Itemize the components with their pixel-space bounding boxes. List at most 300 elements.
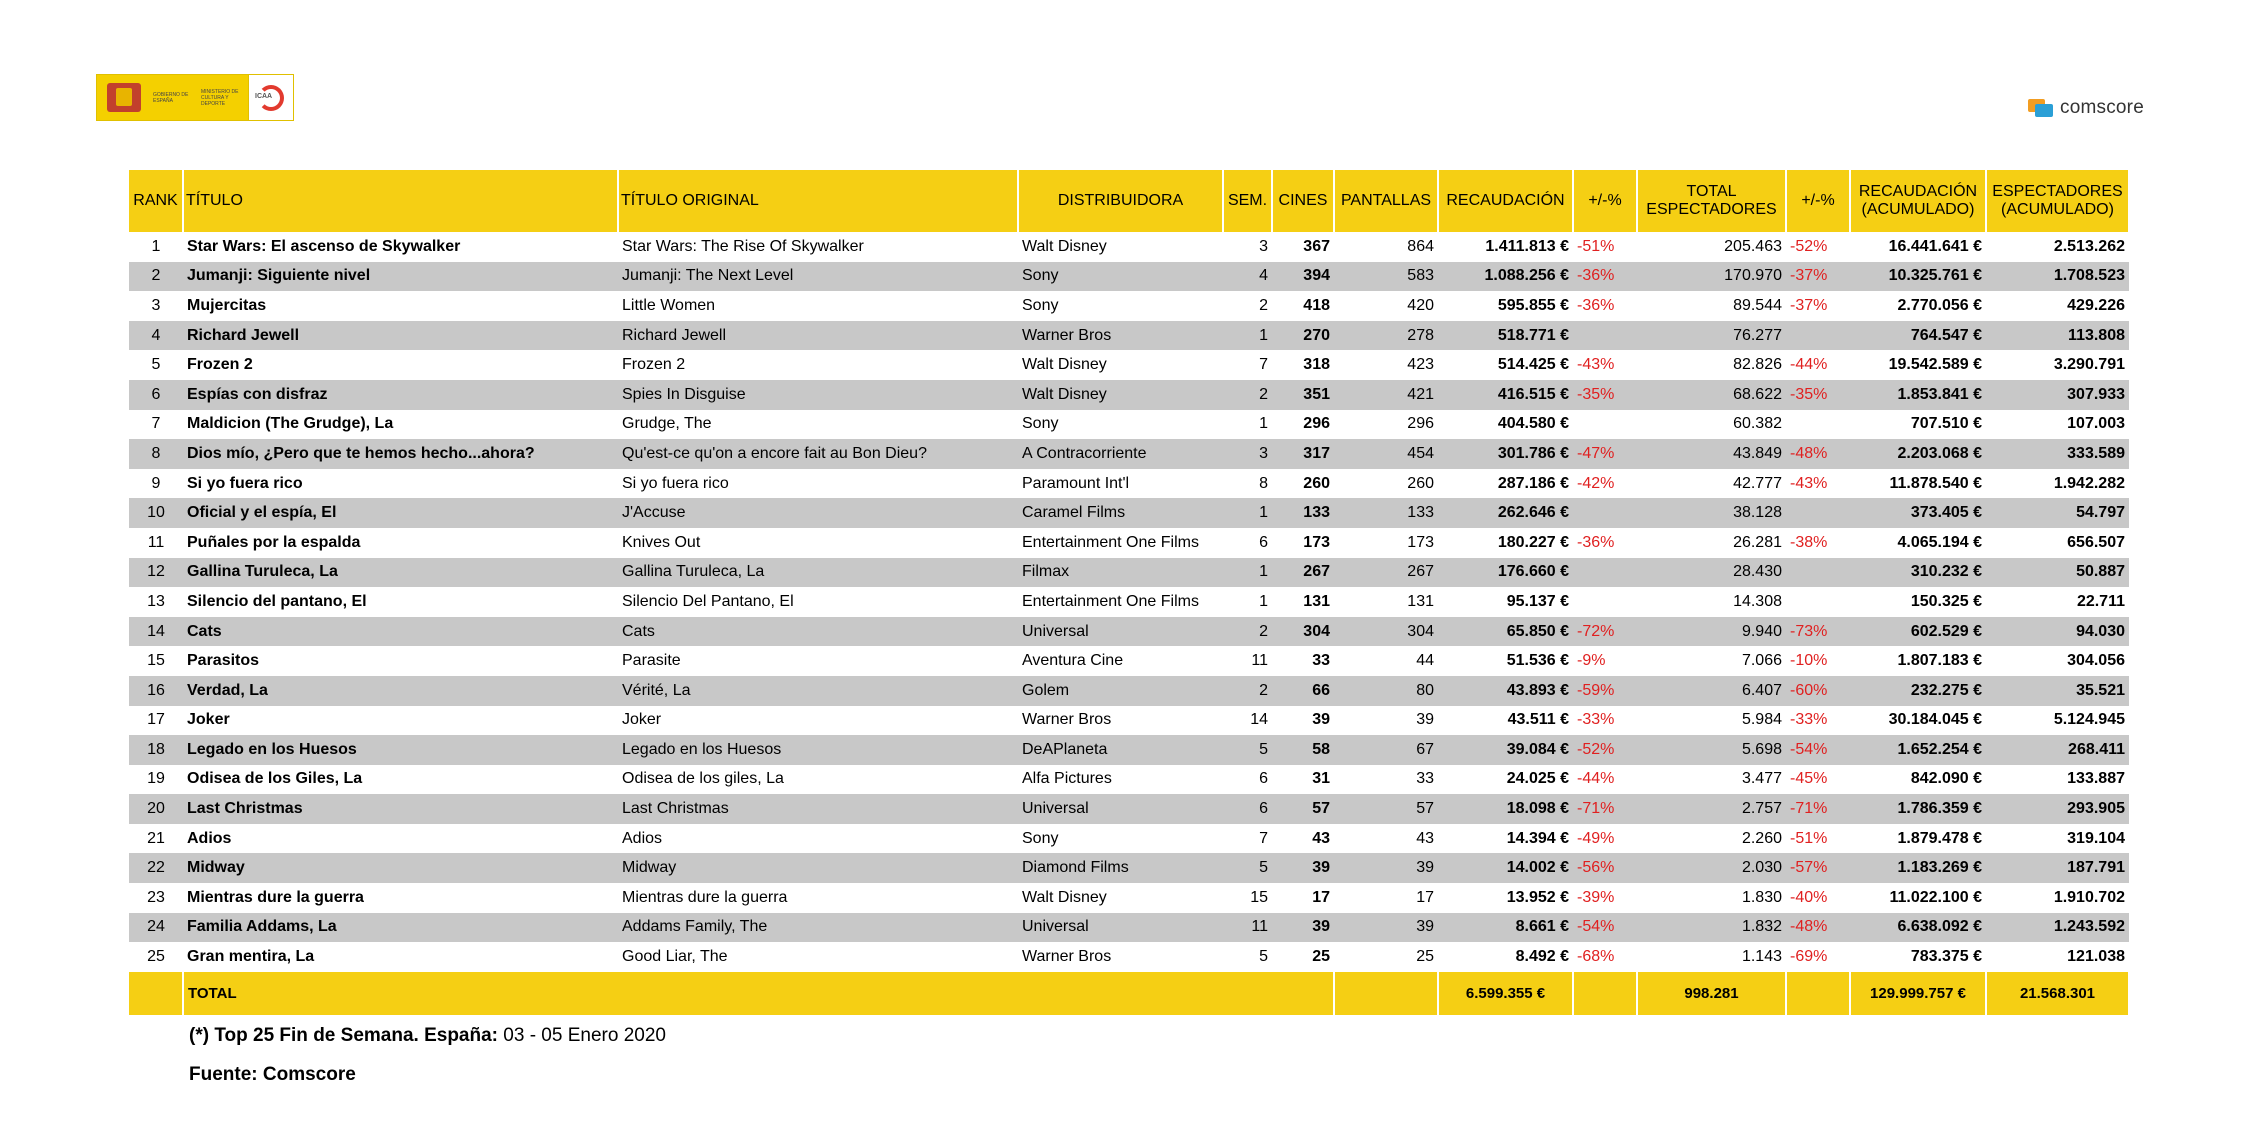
cell-rank: 16	[129, 676, 183, 706]
table-row	[129, 913, 2129, 943]
table-row	[129, 350, 2129, 380]
cell-var-espectadores: -48%	[1786, 913, 1850, 943]
table-row	[129, 587, 2129, 617]
table-row	[129, 646, 2129, 676]
table-row	[129, 498, 2129, 528]
icaa-logo	[248, 75, 293, 120]
cell-titulo: Parasitos	[183, 646, 618, 676]
cell-titulo: Frozen 2	[183, 350, 618, 380]
cell-cines: 270	[1272, 321, 1334, 351]
cell-sem: 7	[1223, 824, 1272, 854]
cell-cines: 133	[1272, 498, 1334, 528]
cell-recaudacion: 176.660 €	[1438, 558, 1573, 588]
cell-espectadores-acumulado: 1.243.592	[1986, 913, 2129, 943]
cell-var-espectadores	[1786, 321, 1850, 351]
cell-cines: 39	[1272, 706, 1334, 736]
cell-cines: 17	[1272, 883, 1334, 913]
cell-titulo-original: Gallina Turuleca, La	[618, 558, 1018, 588]
cell-titulo-original: Si yo fuera rico	[618, 469, 1018, 499]
cell-titulo: Gran mentira, La	[183, 942, 618, 972]
cell-espectadores: 7.066	[1637, 646, 1786, 676]
table-row	[129, 558, 2129, 588]
cell-recaudacion-acumulado: 1.853.841 €	[1850, 380, 1986, 410]
cell-espectadores-acumulado: 107.003	[1986, 410, 2129, 440]
col-sem: SEM.	[1223, 170, 1272, 232]
cell-espectadores-acumulado: 5.124.945	[1986, 706, 2129, 736]
cell-distribuidora: Walt Disney	[1018, 380, 1223, 410]
cell-var-recaudacion: -71%	[1573, 794, 1637, 824]
cell-titulo: Puñales por la espalda	[183, 528, 618, 558]
cell-titulo-original: Odisea de los giles, La	[618, 765, 1018, 795]
cell-espectadores-acumulado: 54.797	[1986, 498, 2129, 528]
cell-espectadores-acumulado: 22.711	[1986, 587, 2129, 617]
col-pantallas: PANTALLAS	[1334, 170, 1438, 232]
cell-sem: 11	[1223, 646, 1272, 676]
cell-rank: 18	[129, 735, 183, 765]
cell-titulo-original: Good Liar, The	[618, 942, 1018, 972]
cell-distribuidora: Caramel Films	[1018, 498, 1223, 528]
cell-var-espectadores: -33%	[1786, 706, 1850, 736]
cell-pantallas: 25	[1334, 942, 1438, 972]
cell-cines: 318	[1272, 350, 1334, 380]
cell-espectadores: 170.970	[1637, 262, 1786, 292]
cell-espectadores-acumulado: 3.290.791	[1986, 350, 2129, 380]
cell-titulo-original: Silencio Del Pantano, El	[618, 587, 1018, 617]
cell-rank: 9	[129, 469, 183, 499]
table-row	[129, 765, 2129, 795]
cell-var-espectadores	[1786, 498, 1850, 528]
cell-pantallas: 131	[1334, 587, 1438, 617]
cell-espectadores: 76.277	[1637, 321, 1786, 351]
cell-var-recaudacion: -43%	[1573, 350, 1637, 380]
cell-titulo-original: Richard Jewell	[618, 321, 1018, 351]
cell-titulo: Dios mío, ¿Pero que te hemos hecho...ahora?	[183, 439, 618, 469]
cell-rank: 3	[129, 291, 183, 321]
cell-titulo-original: J'Accuse	[618, 498, 1018, 528]
cell-recaudacion-acumulado: 2.203.068 €	[1850, 439, 1986, 469]
col-total-espectadores-line1: TOTAL	[1686, 183, 1737, 200]
cell-pantallas: 67	[1334, 735, 1438, 765]
period-note	[189, 1025, 666, 1047]
cell-rank: 10	[129, 498, 183, 528]
cell-espectadores: 43.849	[1637, 439, 1786, 469]
cell-distribuidora: Universal	[1018, 617, 1223, 647]
period-note-dates: 03 - 05 Enero 2020	[498, 1025, 666, 1046]
cell-var-recaudacion	[1573, 587, 1637, 617]
cell-var-espectadores: -38%	[1786, 528, 1850, 558]
cell-rank: 12	[129, 558, 183, 588]
cell-sem: 5	[1223, 853, 1272, 883]
cell-titulo-original: Star Wars: The Rise Of Skywalker	[618, 232, 1018, 262]
cell-sem: 14	[1223, 706, 1272, 736]
cell-distribuidora: Aventura Cine	[1018, 646, 1223, 676]
cell-espectadores: 3.477	[1637, 765, 1786, 795]
cell-rank: 1	[129, 232, 183, 262]
cell-cines: 296	[1272, 410, 1334, 440]
cell-distribuidora: Sony	[1018, 262, 1223, 292]
cell-titulo-original: Vérité, La	[618, 676, 1018, 706]
col-recaudacion-acumulado	[1850, 170, 1986, 232]
cell-var-recaudacion: -39%	[1573, 883, 1637, 913]
cell-cines: 39	[1272, 913, 1334, 943]
cell-sem: 2	[1223, 617, 1272, 647]
cell-recaudacion: 180.227 €	[1438, 528, 1573, 558]
cell-var-espectadores: -73%	[1786, 617, 1850, 647]
cell-recaudacion-acumulado: 1.183.269 €	[1850, 853, 1986, 883]
source-note: Fuente: Comscore	[189, 1064, 356, 1085]
cell-recaudacion: 51.536 €	[1438, 646, 1573, 676]
cell-rank: 21	[129, 824, 183, 854]
cell-cines: 58	[1272, 735, 1334, 765]
cell-pantallas: 33	[1334, 765, 1438, 795]
cell-titulo: Jumanji: Siguiente nivel	[183, 262, 618, 292]
cell-titulo: Gallina Turuleca, La	[183, 558, 618, 588]
cell-pantallas: 454	[1334, 439, 1438, 469]
comscore-wordmark: comscore	[2060, 97, 2144, 118]
cell-espectadores-acumulado: 1.910.702	[1986, 883, 2129, 913]
total-label: TOTAL	[183, 972, 1334, 1015]
cell-titulo-original: Jumanji: The Next Level	[618, 262, 1018, 292]
cell-espectadores: 2.030	[1637, 853, 1786, 883]
cell-distribuidora: Entertainment One Films	[1018, 587, 1223, 617]
cell-espectadores-acumulado: 656.507	[1986, 528, 2129, 558]
cell-sem: 1	[1223, 498, 1272, 528]
cell-titulo: Espías con disfraz	[183, 380, 618, 410]
table-row	[129, 853, 2129, 883]
box-office-table	[129, 170, 2130, 1015]
cell-cines: 33	[1272, 646, 1334, 676]
cell-distribuidora: Entertainment One Films	[1018, 528, 1223, 558]
cell-var-recaudacion	[1573, 498, 1637, 528]
cell-titulo: Odisea de los Giles, La	[183, 765, 618, 795]
cell-recaudacion: 287.186 €	[1438, 469, 1573, 499]
cell-pantallas: 44	[1334, 646, 1438, 676]
ministerio-label: MINISTERIO DE CULTURA Y DEPORTE	[201, 88, 239, 107]
cell-var-recaudacion	[1573, 558, 1637, 588]
table-row	[129, 380, 2129, 410]
cell-espectadores-acumulado: 304.056	[1986, 646, 2129, 676]
cell-var-espectadores: -69%	[1786, 942, 1850, 972]
cell-espectadores-acumulado: 35.521	[1986, 676, 2129, 706]
cell-sem: 1	[1223, 558, 1272, 588]
cell-espectadores-acumulado: 121.038	[1986, 942, 2129, 972]
cell-recaudacion: 13.952 €	[1438, 883, 1573, 913]
cell-recaudacion: 39.084 €	[1438, 735, 1573, 765]
cell-cines: 43	[1272, 824, 1334, 854]
cell-sem: 6	[1223, 794, 1272, 824]
cell-pantallas: 17	[1334, 883, 1438, 913]
cell-espectadores: 26.281	[1637, 528, 1786, 558]
cell-rank: 6	[129, 380, 183, 410]
cell-recaudacion: 416.515 €	[1438, 380, 1573, 410]
cell-recaudacion-acumulado: 2.770.056 €	[1850, 291, 1986, 321]
cell-sem: 7	[1223, 350, 1272, 380]
cell-titulo: Silencio del pantano, El	[183, 587, 618, 617]
cell-sem: 3	[1223, 439, 1272, 469]
cell-recaudacion: 518.771 €	[1438, 321, 1573, 351]
cell-espectadores-acumulado: 50.887	[1986, 558, 2129, 588]
cell-cines: 66	[1272, 676, 1334, 706]
cell-distribuidora: Golem	[1018, 676, 1223, 706]
col-total-espectadores-line2: ESPECTADORES	[1646, 201, 1777, 218]
cell-sem: 2	[1223, 291, 1272, 321]
cell-recaudacion-acumulado: 232.275 €	[1850, 676, 1986, 706]
cell-titulo: Mientras dure la guerra	[183, 883, 618, 913]
total-empty-var2	[1786, 972, 1850, 1015]
cell-recaudacion-acumulado: 4.065.194 €	[1850, 528, 1986, 558]
cell-titulo: Si yo fuera rico	[183, 469, 618, 499]
total-espectadores: 998.281	[1637, 972, 1786, 1015]
cell-rank: 4	[129, 321, 183, 351]
ministerio-cultura-logo	[96, 74, 294, 121]
cell-rank: 11	[129, 528, 183, 558]
table-row	[129, 232, 2129, 262]
cell-sem: 1	[1223, 410, 1272, 440]
cell-var-recaudacion: -44%	[1573, 765, 1637, 795]
cell-espectadores-acumulado: 1.942.282	[1986, 469, 2129, 499]
cell-distribuidora: Walt Disney	[1018, 883, 1223, 913]
cell-var-espectadores: -52%	[1786, 232, 1850, 262]
cell-espectadores-acumulado: 293.905	[1986, 794, 2129, 824]
table-row	[129, 735, 2129, 765]
cell-rank: 24	[129, 913, 183, 943]
cell-titulo-original: Adios	[618, 824, 1018, 854]
cell-var-espectadores	[1786, 587, 1850, 617]
cell-titulo: Verdad, La	[183, 676, 618, 706]
cell-titulo-original: Cats	[618, 617, 1018, 647]
cell-espectadores-acumulado: 2.513.262	[1986, 232, 2129, 262]
table-row	[129, 528, 2129, 558]
cell-var-espectadores	[1786, 558, 1850, 588]
cell-pantallas: 864	[1334, 232, 1438, 262]
cell-recaudacion: 1.088.256 €	[1438, 262, 1573, 292]
cell-titulo-original: Mientras dure la guerra	[618, 883, 1018, 913]
cell-recaudacion-acumulado: 19.542.589 €	[1850, 350, 1986, 380]
cell-espectadores-acumulado: 113.808	[1986, 321, 2129, 351]
col-titulo: TÍTULO	[183, 170, 618, 232]
table-row	[129, 291, 2129, 321]
cell-sem: 2	[1223, 676, 1272, 706]
cell-espectadores-acumulado: 429.226	[1986, 291, 2129, 321]
cell-sem: 1	[1223, 321, 1272, 351]
cell-distribuidora: Sony	[1018, 291, 1223, 321]
cell-distribuidora: Filmax	[1018, 558, 1223, 588]
cell-titulo: Legado en los Huesos	[183, 735, 618, 765]
cell-recaudacion-acumulado: 602.529 €	[1850, 617, 1986, 647]
cell-distribuidora: DeAPlaneta	[1018, 735, 1223, 765]
cell-sem: 5	[1223, 942, 1272, 972]
cell-titulo-original: Qu'est-ce qu'on a encore fait au Bon Dieu?	[618, 439, 1018, 469]
col-cines: CINES	[1272, 170, 1334, 232]
cell-recaudacion: 404.580 €	[1438, 410, 1573, 440]
cell-espectadores: 6.407	[1637, 676, 1786, 706]
cell-pantallas: 39	[1334, 706, 1438, 736]
cell-titulo: Mujercitas	[183, 291, 618, 321]
table-row	[129, 676, 2129, 706]
cell-titulo-original: Grudge, The	[618, 410, 1018, 440]
cell-recaudacion: 14.002 €	[1438, 853, 1573, 883]
cell-recaudacion-acumulado: 1.786.359 €	[1850, 794, 1986, 824]
cell-distribuidora: Sony	[1018, 410, 1223, 440]
cell-recaudacion: 65.850 €	[1438, 617, 1573, 647]
cell-recaudacion: 1.411.813 €	[1438, 232, 1573, 262]
table-row	[129, 469, 2129, 499]
cell-cines: 367	[1272, 232, 1334, 262]
col-var-recaudacion: +/-%	[1573, 170, 1637, 232]
cell-recaudacion: 14.394 €	[1438, 824, 1573, 854]
cell-rank: 23	[129, 883, 183, 913]
cell-pantallas: 133	[1334, 498, 1438, 528]
cell-titulo-original: Spies In Disguise	[618, 380, 1018, 410]
table-row	[129, 824, 2129, 854]
total-recaudacion-acumulado: 129.999.757 €	[1850, 972, 1986, 1015]
cell-recaudacion: 8.492 €	[1438, 942, 1573, 972]
cell-titulo: Adios	[183, 824, 618, 854]
cell-pantallas: 43	[1334, 824, 1438, 854]
col-espectadores-acumulado	[1986, 170, 2129, 232]
table-header-row	[129, 170, 2129, 232]
cell-cines: 57	[1272, 794, 1334, 824]
cell-rank: 13	[129, 587, 183, 617]
cell-titulo-original: Joker	[618, 706, 1018, 736]
cell-recaudacion-acumulado: 707.510 €	[1850, 410, 1986, 440]
col-esp-acum-line2: (ACUMULADO)	[2001, 201, 2114, 218]
cell-var-espectadores: -54%	[1786, 735, 1850, 765]
cell-pantallas: 420	[1334, 291, 1438, 321]
cell-var-espectadores: -44%	[1786, 350, 1850, 380]
cell-recaudacion-acumulado: 11.878.540 €	[1850, 469, 1986, 499]
cell-pantallas: 267	[1334, 558, 1438, 588]
cell-titulo: Familia Addams, La	[183, 913, 618, 943]
cell-var-espectadores: -51%	[1786, 824, 1850, 854]
cell-cines: 260	[1272, 469, 1334, 499]
cell-espectadores: 28.430	[1637, 558, 1786, 588]
cell-rank: 8	[129, 439, 183, 469]
cell-cines: 173	[1272, 528, 1334, 558]
total-espectadores-acumulado: 21.568.301	[1986, 972, 2129, 1015]
cell-titulo-original: Little Women	[618, 291, 1018, 321]
cell-var-recaudacion: -36%	[1573, 291, 1637, 321]
cell-espectadores: 1.830	[1637, 883, 1786, 913]
cell-titulo: Midway	[183, 853, 618, 883]
cell-cines: 39	[1272, 853, 1334, 883]
cell-espectadores: 5.984	[1637, 706, 1786, 736]
cell-titulo: Cats	[183, 617, 618, 647]
cell-var-recaudacion: -72%	[1573, 617, 1637, 647]
cell-var-recaudacion: -59%	[1573, 676, 1637, 706]
cell-rank: 15	[129, 646, 183, 676]
cell-espectadores: 14.308	[1637, 587, 1786, 617]
cell-espectadores: 42.777	[1637, 469, 1786, 499]
cell-var-recaudacion: -49%	[1573, 824, 1637, 854]
cell-titulo-original: Parasite	[618, 646, 1018, 676]
cell-sem: 15	[1223, 883, 1272, 913]
cell-rank: 20	[129, 794, 183, 824]
cell-distribuidora: Walt Disney	[1018, 350, 1223, 380]
cell-distribuidora: Alfa Pictures	[1018, 765, 1223, 795]
cell-recaudacion: 95.137 €	[1438, 587, 1573, 617]
total-recaudacion: 6.599.355 €	[1438, 972, 1573, 1015]
cell-var-recaudacion: -52%	[1573, 735, 1637, 765]
gobierno-label: GOBIERNO DE ESPAÑA	[153, 91, 189, 104]
cell-var-recaudacion: -35%	[1573, 380, 1637, 410]
table-row	[129, 794, 2129, 824]
cell-rank: 22	[129, 853, 183, 883]
cell-recaudacion-acumulado: 16.441.641 €	[1850, 232, 1986, 262]
cell-distribuidora: A Contracorriente	[1018, 439, 1223, 469]
cell-var-espectadores: -43%	[1786, 469, 1850, 499]
cell-recaudacion: 43.511 €	[1438, 706, 1573, 736]
cell-var-espectadores: -37%	[1786, 262, 1850, 292]
table-row	[129, 439, 2129, 469]
cell-titulo: Joker	[183, 706, 618, 736]
cell-var-espectadores	[1786, 410, 1850, 440]
cell-var-espectadores: -45%	[1786, 765, 1850, 795]
cell-rank: 2	[129, 262, 183, 292]
cell-espectadores: 2.757	[1637, 794, 1786, 824]
cell-distribuidora: Universal	[1018, 913, 1223, 943]
col-recaudacion: RECAUDACIÓN	[1438, 170, 1573, 232]
cell-distribuidora: Universal	[1018, 794, 1223, 824]
cell-titulo: Last Christmas	[183, 794, 618, 824]
cell-recaudacion-acumulado: 310.232 €	[1850, 558, 1986, 588]
cell-distribuidora: Walt Disney	[1018, 232, 1223, 262]
cell-recaudacion-acumulado: 764.547 €	[1850, 321, 1986, 351]
cell-rank: 19	[129, 765, 183, 795]
cell-distribuidora: Diamond Films	[1018, 853, 1223, 883]
cell-espectadores-acumulado: 268.411	[1986, 735, 2129, 765]
cell-espectadores: 2.260	[1637, 824, 1786, 854]
cell-var-recaudacion: -68%	[1573, 942, 1637, 972]
cell-sem: 4	[1223, 262, 1272, 292]
cell-sem: 5	[1223, 735, 1272, 765]
cell-pantallas: 583	[1334, 262, 1438, 292]
col-rank: RANK	[129, 170, 183, 232]
cell-espectadores: 1.143	[1637, 942, 1786, 972]
table-row	[129, 942, 2129, 972]
cell-cines: 267	[1272, 558, 1334, 588]
cell-var-espectadores: -57%	[1786, 853, 1850, 883]
cell-recaudacion: 8.661 €	[1438, 913, 1573, 943]
cell-cines: 131	[1272, 587, 1334, 617]
cell-titulo-original: Legado en los Huesos	[618, 735, 1018, 765]
comscore-mark-icon	[2028, 99, 2054, 117]
cell-cines: 394	[1272, 262, 1334, 292]
cell-pantallas: 423	[1334, 350, 1438, 380]
cell-espectadores: 38.128	[1637, 498, 1786, 528]
table-row	[129, 883, 2129, 913]
cell-var-recaudacion	[1573, 321, 1637, 351]
cell-cines: 25	[1272, 942, 1334, 972]
cell-pantallas: 39	[1334, 913, 1438, 943]
cell-espectadores-acumulado: 307.933	[1986, 380, 2129, 410]
cell-espectadores-acumulado: 1.708.523	[1986, 262, 2129, 292]
cell-var-recaudacion: -33%	[1573, 706, 1637, 736]
period-note-label: (*) Top 25 Fin de Semana. España:	[189, 1025, 498, 1046]
col-total-espectadores	[1637, 170, 1786, 232]
cell-espectadores: 82.826	[1637, 350, 1786, 380]
cell-recaudacion: 595.855 €	[1438, 291, 1573, 321]
cell-var-recaudacion: -42%	[1573, 469, 1637, 499]
cell-pantallas: 80	[1334, 676, 1438, 706]
cell-recaudacion-acumulado: 373.405 €	[1850, 498, 1986, 528]
cell-titulo-original: Midway	[618, 853, 1018, 883]
cell-recaudacion: 514.425 €	[1438, 350, 1573, 380]
cell-var-espectadores: -10%	[1786, 646, 1850, 676]
cell-espectadores: 89.544	[1637, 291, 1786, 321]
cell-titulo-original: Last Christmas	[618, 794, 1018, 824]
cell-recaudacion-acumulado: 30.184.045 €	[1850, 706, 1986, 736]
